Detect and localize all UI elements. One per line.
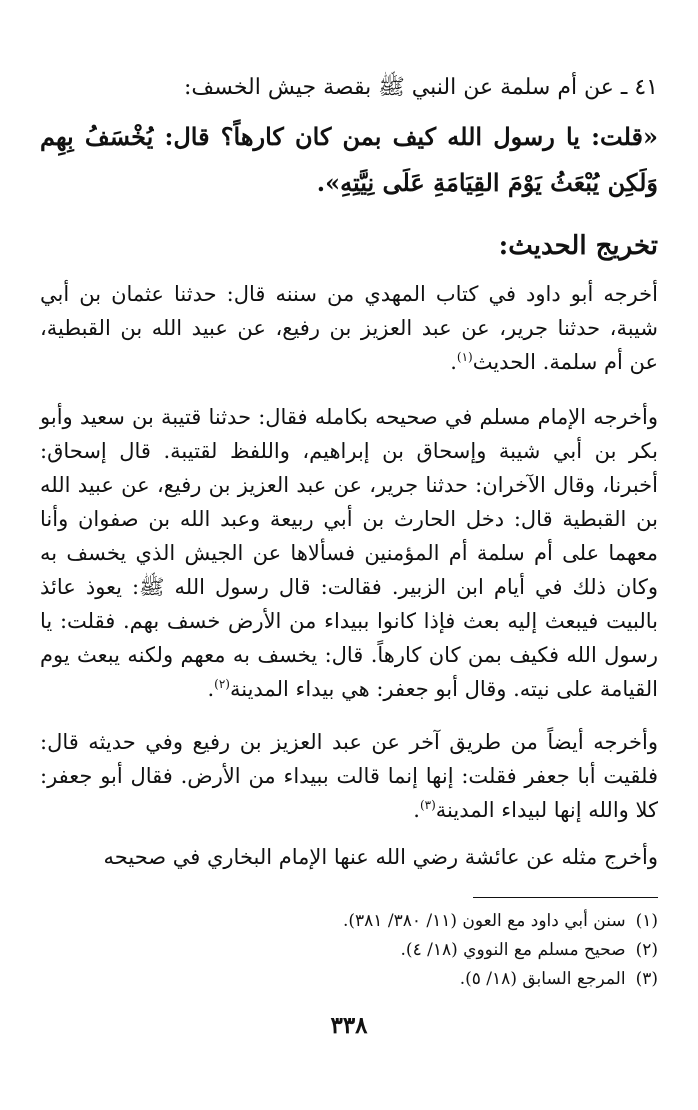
footnote-ref: (١) — [456, 350, 473, 364]
footnote-ref: (٢) — [214, 677, 230, 691]
footnote — [40, 907, 658, 936]
footnote-number: (٢) — [635, 940, 658, 960]
hadith-quote: «قلت: يا رسول الله كيف بمن كان كارهاً؟ قال: يُخْسَفُ بِهِم وَلَكِن يُبْعَثُ يَوْمَ القِيَامَةِ عَلَى نِيَّتِهِ». — [40, 122, 658, 197]
takhrij-paragraph-2 — [40, 400, 658, 706]
footnote-text: صحيح مسلم مع النووي (١٨/ ٤). — [400, 940, 626, 960]
footnote-text: المرجع السابق (١٨/ ٥). — [459, 969, 626, 989]
paragraph-end: . — [450, 350, 457, 374]
hadith-title: ٤١ ـ عن أم سلمة عن النبي ﷺ بقصة جيش الخسف: — [184, 75, 658, 100]
paragraph-end: . — [413, 798, 420, 822]
footnote-text: سنن أبي داود مع العون (١١/ ٣٨٠/ ٣٨١). — [342, 911, 626, 931]
footnote — [40, 936, 658, 965]
takhrij-paragraph-1 — [40, 277, 658, 379]
page-number: ٣٣٨ — [330, 1012, 368, 1039]
paragraph-text: وأخرج مثله عن عائشة رضي الله عنها الإمام البخاري في صحيحه — [103, 845, 658, 869]
takhrij-paragraph-3 — [40, 725, 658, 827]
footnote-number: (١) — [635, 911, 658, 931]
takhrij-paragraph-4 — [40, 840, 658, 874]
paragraph-text: وأخرجه الإمام مسلم في صحيحه بكامله فقال: حدثنا قتيبة بن سعيد وأبو بكر بن أبي شيبة وإسحاق بن إبراهيم، واللفظ لقتيبة. قال إسحاق: أخبرنا، وقال الآخران: حدثنا جرير، عن عبد العزيز بن رفيع، عن عبيد الله بن القبطية قال: دخل الحارث بن أبي ربيعة وعبد الله بن صفوان وأنا معهما على أم سلمة أم المؤمنين فسألاها عن الجيش الذي يخسف به وكان ذلك في أيام ابن الزبير. فقالت: قال رسول الله ﷺ: يعوذ عائذ بالبيت فيبعث إليه بعث فإذا كانوا ببيداء من الأرض خسف بهم. فقلت: يا رسول الله فكيف بمن كان كارهاً. قال: يخسف به معهم ولكنه يبعث يوم القيامة على نيته. وقال أبو جعفر: هي بيداء المدينة — [40, 405, 658, 701]
footnote-number: (٣) — [635, 969, 658, 989]
footnote-divider — [473, 897, 658, 898]
paragraph-text: أخرجه أبو داود في كتاب المهدي من سننه قال: حدثنا عثمان بن أبي شيبة، حدثنا جرير، عن عبد العزيز بن رفيع، عن عبيد الله بن القبطية، عن أم سلمة. الحديث — [40, 282, 658, 374]
section-heading: تخريج الحديث: — [498, 231, 658, 261]
paragraph-end: . — [207, 677, 215, 701]
footnote-ref: (٣) — [419, 798, 436, 812]
footnote — [40, 965, 658, 994]
paragraph-text: وأخرجه أيضاً من طريق آخر عن عبد العزيز بن رفيع وفي حديثه قال: فلقيت أبا جعفر فقلت: إنها إنما قالت ببيداء من الأرض. فقال أبو جعفر: كلا والله إنها لبيداء المدينة — [40, 730, 658, 822]
footnotes — [40, 907, 658, 994]
